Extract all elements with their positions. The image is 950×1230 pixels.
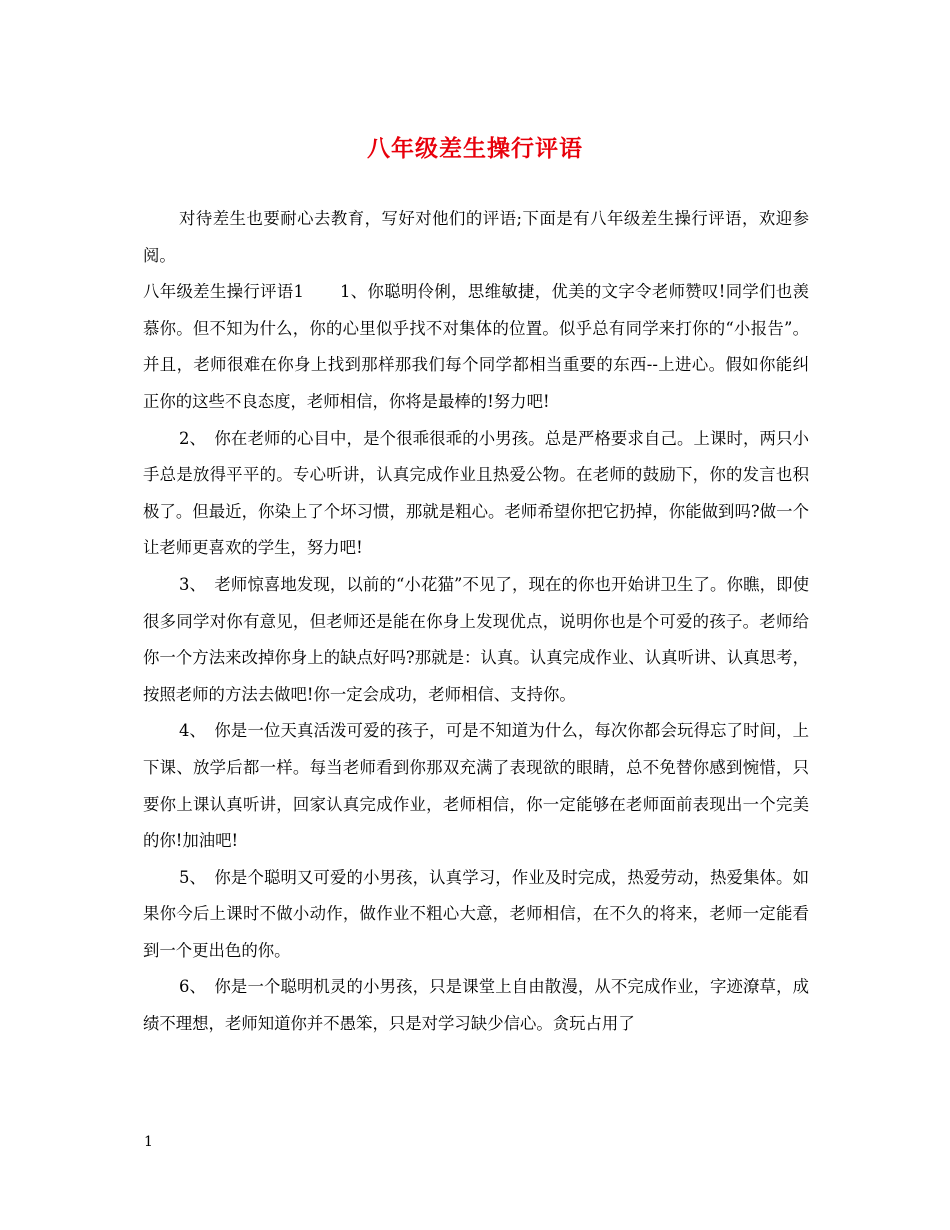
intro-paragraph: 对待差生也要耐心去教育，写好对他们的评语;下面是有八年级差生操行评语，欢迎参阅。 [143,209,809,265]
comment-paragraph-2: 2、 你在老师的心目中，是个很乖很乖的小男孩。总是严格要求自己。上课时，两只小手总是放得平平的。专心听讲，认真完成作业且热爱公物。在老师的鼓励下，你的发言也积极了。但最近，你染上了个坏习惯，那就是粗心。老师希望你把它扔掉，你能做到吗?做一个让老师更喜欢的学生，努力吧! [143,428,809,558]
comment-paragraph-6: 6、 你是一个聪明机灵的小男孩，只是课堂上自由散漫，从不完成作业，字迹潦草，成绩不理想，老师知道你并不愚笨，只是对学习缺少信心。贪玩占用了 [143,977,809,1034]
comment-paragraph-5: 5、 你是个聪明又可爱的小男孩，认真学习，作业及时完成，热爱劳动，热爱集体。如果你今后上课时不做小动作，做作业不粗心大意，老师相信，在不久的将来，老师一定能看到一个更出色的你。 [143,867,809,960]
document-body [143,201,809,1043]
comment-paragraph-1 [143,274,809,420]
page-number: 1 [144,1134,153,1150]
comment-text-1: 1、你聪明伶俐，思维敏捷，优美的文字令老师赞叹!同学们也羡慕你。但不知为什么，你的心里似乎找不对集体的位置。似乎总有同学来打你的“小报告”。并且，老师很难在你身上找到那样那我们每个同学都相当重要的东西--上进心。假如你能纠正你的这些不良态度，老师相信，你将是最棒的!努力吧! [143,282,809,411]
document-title: 八年级差生操行评语 [367,135,583,162]
comment-paragraph-3: 3、 老师惊喜地发现，以前的“小花猫”不见了，现在的你也开始讲卫生了。你瞧，即使很多同学对你有意见，但老师还是能在你身上发现优点，说明你也是个可爱的孩子。老师给你一个方法来改掉你身上的缺点好吗?那就是：认真。认真完成作业、认真听讲、认真思考，按照老师的方法去做吧!你一定会成功，老师相信、支持你。 [143,574,809,704]
section-heading: 八年级差生操行评语1 [143,282,304,302]
comment-paragraph-4: 4、 你是一位天真活泼可爱的孩子，可是不知道为什么，每次你都会玩得忘了时间，上下课、放学后都一样。每当老师看到你那双充满了表现欲的眼睛，总不免替你感到惋惜，只要你上课认真听讲，回家认真完成作业，老师相信，你一定能够在老师面前表现出一个完美的你!加油吧! [143,721,809,851]
